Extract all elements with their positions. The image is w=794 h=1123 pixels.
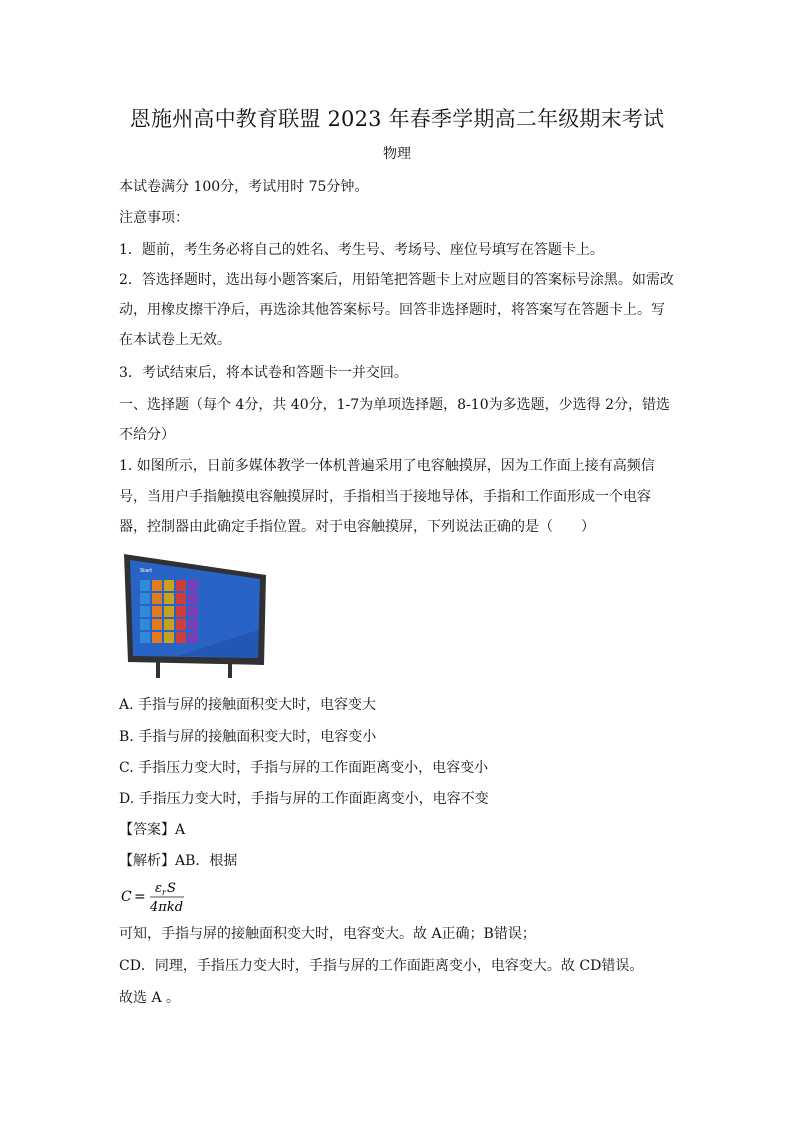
formula-lhs: C xyxy=(121,889,132,905)
tile-grid xyxy=(140,580,198,643)
app-tile xyxy=(164,606,174,617)
subject-title: 物理 xyxy=(383,146,411,162)
formula-epsilon-sub: r xyxy=(162,888,166,897)
formula-equals: = xyxy=(134,889,146,905)
notice-item-1: 1．题前，考生务必将自己的姓名、考生号、考场号、座位号填写在答题卡上。 xyxy=(119,242,604,258)
app-tile xyxy=(164,632,174,643)
analysis-intro: 【解析】AB．根据 xyxy=(119,853,238,869)
app-tile xyxy=(176,593,186,604)
app-tile xyxy=(188,606,198,617)
option-c: C. 手指压力变大时，手指与屏的工作面距离变小，电容变小 xyxy=(119,760,489,776)
capacitance-formula xyxy=(120,878,200,918)
answer-line: 【答案】A xyxy=(119,822,186,838)
notice-item-2-line-1: 2．答选择题时，选出每小题答案后，用铅笔把答题卡上对应题目的答案标号涂黑。如需改 xyxy=(119,272,674,288)
question-stem-line-3: 器，控制器由此确定手指位置。对于电容触摸屏，下列说法正确的是（ ） xyxy=(119,519,595,535)
app-tile xyxy=(176,580,186,591)
app-tile xyxy=(152,593,162,604)
app-tile xyxy=(164,593,174,604)
exam-intro: 本试卷满分 100分，考试用时 75分钟。 xyxy=(119,179,369,195)
app-tile xyxy=(188,632,198,643)
question-stem-line-2: 号，当用户手指触摸电容触摸屏时，手指相当于接地导体，手指和工作面形成一个电容 xyxy=(119,489,651,505)
question-stem-line-1: 1. 如图所示，日前多媒体教学一体机普遍采用了电容触摸屏，因为工作面上接有高频信 xyxy=(119,458,655,474)
formula-denominator: 4πkd xyxy=(150,900,184,915)
app-tile xyxy=(140,632,150,643)
section-heading-line-1: 一、选择题（每个 4分，共 40分，1-7为单项选择题，8-10为多选题，少选得 2分，错选 xyxy=(119,397,670,413)
app-tile xyxy=(152,580,162,591)
app-tile xyxy=(176,619,186,630)
app-tile xyxy=(140,619,150,630)
app-tile xyxy=(176,632,186,643)
app-tile xyxy=(152,619,162,630)
formula-epsilon: ε xyxy=(155,881,162,896)
notice-item-2-line-2: 动，用橡皮擦干净后，再选涂其他答案标号。回答非选择题时，将答案写在答题卡上。写 xyxy=(119,302,665,318)
analysis-line-2: CD．同理，手指压力变大时，手指与屏的工作面距离变小，电容变大。故 CD错误。 xyxy=(119,958,644,974)
app-tile xyxy=(140,593,150,604)
app-tile xyxy=(176,606,186,617)
app-tile xyxy=(152,606,162,617)
touchscreen-figure xyxy=(118,550,268,680)
stand-leg-right xyxy=(228,662,232,678)
app-tile xyxy=(164,580,174,591)
stand-leg-left xyxy=(156,662,160,678)
analysis-line-1: 可知，手指与屏的接触面积变大时，电容变大。故 A正确；B错误； xyxy=(119,926,536,942)
app-tile xyxy=(140,606,150,617)
formula-area: S xyxy=(167,881,176,896)
app-tile xyxy=(152,632,162,643)
screen-start-label: Start xyxy=(140,568,153,574)
app-tile xyxy=(140,580,150,591)
app-tile xyxy=(188,593,198,604)
notice-item-3: 3．考试结束后，将本试卷和答题卡一并交回。 xyxy=(119,365,408,381)
app-tile xyxy=(188,580,198,591)
app-tile xyxy=(164,619,174,630)
exam-title: 恩施州高中教育联盟 2023 年春季学期高二年级期末考试 xyxy=(129,107,665,131)
section-heading-line-2: 不给分） xyxy=(119,427,175,443)
notice-heading: 注意事项： xyxy=(119,210,189,226)
option-b: B. 手指与屏的接触面积变大时，电容变小 xyxy=(119,729,377,745)
option-a: A. 手指与屏的接触面积变大时，电容变大 xyxy=(119,697,377,713)
option-d: D. 手指压力变大时，手指与屏的工作面距离变小，电容不变 xyxy=(119,791,489,807)
app-tile xyxy=(188,619,198,630)
notice-item-2-line-3: 在本试卷上无效。 xyxy=(119,332,231,348)
conclusion-line: 故选 A 。 xyxy=(119,990,181,1006)
